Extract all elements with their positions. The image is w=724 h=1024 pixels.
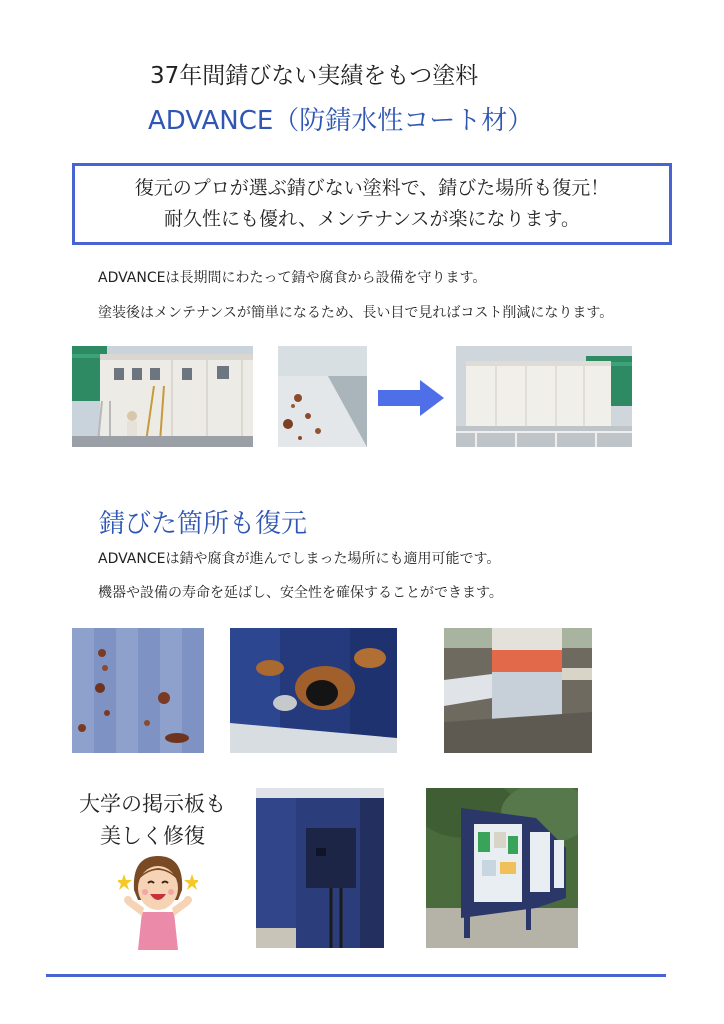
photo-repair-wrap [444,628,592,753]
photo-corroded-hole [230,628,397,753]
photo-building-before [72,346,253,447]
callout-line-2: 耐久性にも優れ、メンテナンスが楽になります。 [163,208,581,230]
bottom-divider [46,974,666,977]
intro-line-2: 塗装後はメンテナンスが簡単になるため、長い目で見ればコスト削減になります。 [98,305,614,321]
rust-line-1: ADVANCEは錆や腐食が進んでしまった場所にも適用可能です。 [98,551,501,567]
photo-rusty-wall [72,628,204,753]
board-caption [70,788,235,852]
section-heading-rust: 錆びた箇所も復元 [99,509,308,539]
product-title: ADVANCE（防錆水性コート材） [148,106,534,136]
board-caption-line-1: 大学の掲示板も [79,792,226,816]
callout-line-1: 復元のプロが選ぶ錆びない塗料で、錆びた場所も復元！ [134,177,610,199]
photo-navy-panel [256,788,384,948]
photo-bulletin-board [426,788,578,948]
callout-box [72,163,672,245]
arrow-right-icon [378,380,444,416]
photo-rusty-roof [278,346,367,447]
rust-line-2: 機器や設備の寿命を延ばし、安全性を確保することができます。 [98,585,503,601]
page-title: 37年間錆びない実績をもつ塗料 [150,63,479,89]
board-caption-line-2: 美しく修復 [100,824,205,848]
photo-building-after [456,346,632,447]
intro-line-1: ADVANCEは長期間にわたって錆や腐食から設備を守ります。 [98,270,487,286]
cheering-girl-illustration [118,850,198,950]
